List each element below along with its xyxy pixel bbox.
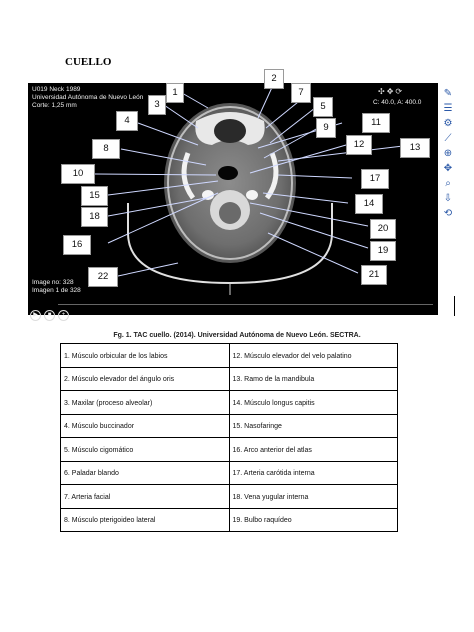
callout-7: 7 — [291, 83, 311, 103]
image-position: Imagen 1 de 328 — [32, 287, 81, 294]
callout-8: 8 — [92, 139, 120, 159]
move-icon[interactable]: ✥ — [386, 87, 396, 96]
legend-table — [60, 343, 398, 532]
legend-cell: 12. Músculo elevador del velo palatino — [229, 344, 398, 368]
legend-cell: 5. Músculo cigomático — [61, 438, 230, 462]
legend-cell: 15. Nasofaringe — [229, 414, 398, 438]
image-counter — [32, 279, 81, 295]
table-row — [61, 485, 398, 509]
callout-10: 10 — [61, 164, 95, 184]
nav-icon[interactable]: ✣ — [378, 87, 387, 96]
legend-cell: 16. Arco anterior del atlas — [229, 438, 398, 462]
callout-18: 18 — [81, 207, 108, 227]
table-row — [61, 414, 398, 438]
callout-21: 21 — [361, 265, 387, 285]
callout-17: 17 — [361, 169, 389, 189]
stop-icon[interactable]: ■ — [44, 310, 55, 321]
legend-cell: 8. Músculo pterigoideo lateral — [61, 508, 230, 532]
ct-viewer[interactable] — [28, 73, 438, 318]
table-row — [61, 461, 398, 485]
callout-5: 5 — [313, 97, 333, 117]
next-icon[interactable]: + — [58, 310, 69, 321]
callout-16: 16 — [63, 235, 91, 255]
play-icon[interactable]: ▶ — [30, 310, 41, 321]
callout-4: 4 — [116, 111, 138, 131]
settings-icon[interactable]: ⚙ — [443, 118, 453, 129]
page-heading: CUELLO — [65, 56, 112, 68]
legend-cell: 2. Músculo elevador del ángulo oris — [61, 367, 230, 391]
figure-caption: Fg. 1. TAC cuello. (2014). Universidad Autónoma de Nuevo León. SECTRA. — [113, 332, 361, 339]
callout-14: 14 — [355, 194, 383, 214]
callout-12: 12 — [346, 135, 372, 155]
playback-controls[interactable] — [30, 303, 72, 321]
legend-cell: 1. Músculo orbicular de los labios — [61, 344, 230, 368]
callout-1: 1 — [166, 83, 184, 103]
slice-thickness: Corte: 1,25 mm — [32, 102, 77, 109]
callout-19: 19 — [370, 241, 396, 261]
table-row — [61, 367, 398, 391]
legend-cell: 6. Paladar blando — [61, 461, 230, 485]
legend-cell: 19. Bulbo raquídeo — [229, 508, 398, 532]
study-name: U019 Neck 1989 — [32, 86, 81, 93]
legend-cell: 13. Ramo de la mandibula — [229, 367, 398, 391]
callout-15: 15 — [81, 186, 108, 206]
legend-cell: 18. Vena yugular interna — [229, 485, 398, 509]
legend-cell: 14. Músculo longus capitis — [229, 391, 398, 415]
image-number: Image no: 328 — [32, 279, 74, 286]
tool-sidebar[interactable] — [440, 88, 456, 223]
divider — [454, 296, 455, 316]
measure-icon[interactable]: ⟋ — [444, 133, 452, 144]
callout-22: 22 — [88, 267, 118, 287]
callout-13: 13 — [400, 138, 430, 158]
callout-3: 3 — [148, 95, 166, 115]
zoom-icon[interactable]: ⊕ — [443, 148, 453, 159]
search-icon[interactable]: ⌕ — [445, 178, 451, 189]
table-row — [61, 508, 398, 532]
layers-icon[interactable]: ☰ — [443, 103, 453, 114]
study-info — [32, 86, 143, 110]
table-row — [61, 438, 398, 462]
edit-icon[interactable]: ✎ — [443, 88, 453, 99]
callout-2: 2 — [264, 69, 284, 89]
table-row — [61, 391, 398, 415]
legend-cell: 7. Arteria facial — [61, 485, 230, 509]
callout-20: 20 — [370, 219, 396, 239]
scroll-track[interactable] — [58, 304, 433, 305]
reset-icon[interactable]: ⟲ — [443, 208, 453, 219]
institution-name: Universidad Autónoma de Nuevo León — [32, 94, 144, 101]
rotate-icon[interactable]: ⟳ — [395, 87, 405, 96]
legend-cell: 4. Músculo buccinador — [61, 414, 230, 438]
legend-cell: 17. Arteria carótida interna — [229, 461, 398, 485]
table-row — [61, 344, 398, 368]
viewer-toolbar[interactable] — [378, 87, 404, 96]
save-icon[interactable]: ⇩ — [443, 193, 453, 204]
callout-11: 11 — [362, 113, 390, 133]
callout-9: 9 — [316, 118, 336, 138]
window-level: C: 40.0, A: 400.0 — [373, 99, 422, 106]
pan-icon[interactable]: ✥ — [443, 163, 453, 174]
legend-cell: 3. Maxilar (proceso alveolar) — [61, 391, 230, 415]
